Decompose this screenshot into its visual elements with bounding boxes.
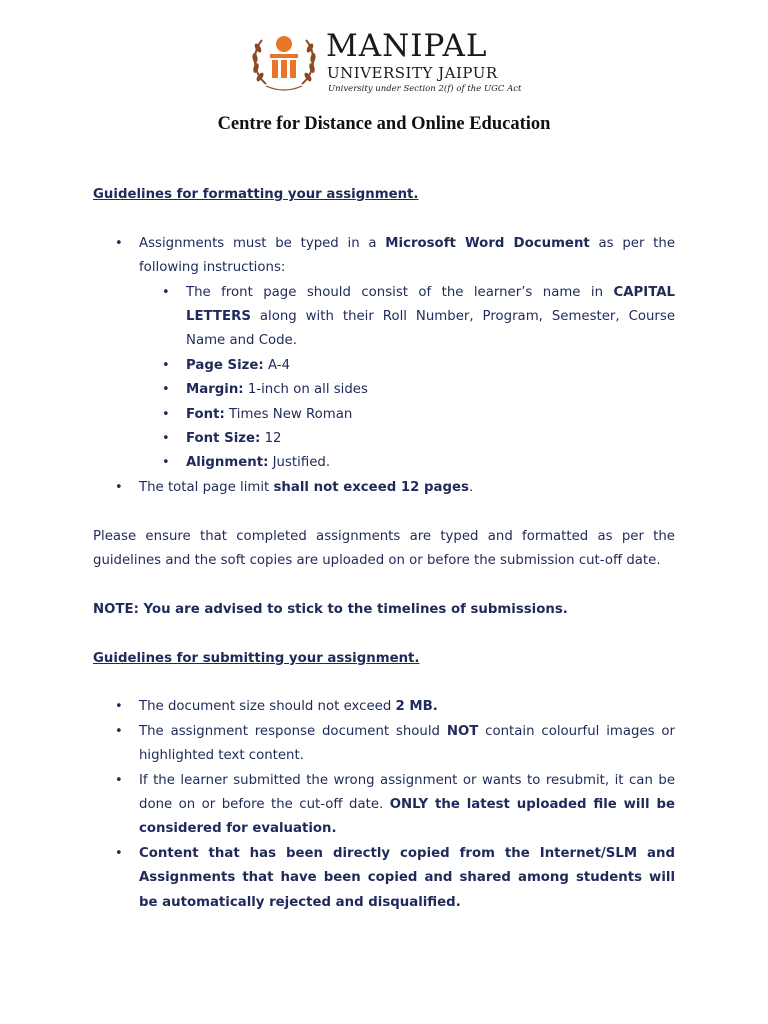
font-value: Times New Roman [224, 406, 353, 422]
list-item [139, 403, 675, 427]
list-item-emphasis: NOT [446, 723, 479, 739]
submitting-heading: Guidelines for submitting your assignment. [93, 650, 420, 666]
list-item-text: as per the following instructions: [139, 235, 675, 276]
list-item [139, 354, 675, 378]
list-item [93, 695, 675, 719]
list-item-text: The assignment response document should [139, 723, 447, 739]
list-item-text: The front page should consist of the learner’s name in [186, 284, 614, 300]
list-item [139, 281, 675, 354]
list-item-text: . [468, 479, 474, 495]
brand-tagline: University under Section 2(f) of the UGC Act [328, 84, 522, 94]
formatting-sublist [139, 281, 675, 476]
list-item [139, 451, 675, 475]
list-item-emphasis: Content that has been directly copied from the Internet/SLM and Assignments that have been copied and shared among students will be automatically rejected and disqualified. [139, 845, 675, 910]
brand-subtitle: UNIVERSITY JAIPUR [327, 64, 498, 82]
list-item-text: Assignments must be typed in a [139, 235, 386, 251]
list-item-emphasis: CAPITAL LETTERS [186, 284, 675, 325]
brand-name: MANIPAL [326, 28, 488, 64]
list-item-emphasis: ONLY the latest uploaded file will be considered for evaluation. [139, 797, 675, 837]
formatting-heading: Guidelines for formatting your assignment. [93, 187, 419, 202]
alignment-value: Justified. [268, 455, 331, 471]
formatting-list [93, 232, 675, 500]
list-item [93, 476, 675, 500]
list-item-emphasis: Microsoft Word Document [385, 235, 590, 251]
page-size-value: A-4 [263, 357, 291, 373]
list-item-emphasis: shall not exceed 12 pages [273, 479, 469, 495]
page-size-label: Page Size: [186, 357, 264, 373]
list-item [139, 378, 675, 402]
submitting-list [93, 695, 675, 915]
university-seal-icon [248, 28, 320, 96]
list-item [93, 769, 675, 842]
list-item-text: contain colourful images or highlighted text content. [139, 723, 675, 764]
alignment-label: Alignment: [186, 455, 269, 471]
page-title: Centre for Distance and Online Education [217, 114, 551, 134]
margin-label: Margin: [186, 382, 244, 398]
list-item [93, 232, 675, 476]
list-item-text: If the learner submitted the wrong assignment or wants to resubmit, it can be done on or before the cut-off date. [139, 772, 675, 813]
font-size-value: 12 [260, 431, 282, 447]
list-item-text: The document size should not exceed [139, 699, 396, 715]
list-item [139, 427, 675, 451]
list-item [93, 842, 675, 915]
list-item-text: along with their Roll Number, Program, Semester, Course Name and Code. [186, 309, 675, 349]
university-header [248, 28, 548, 98]
list-item [93, 720, 675, 769]
instruction-paragraph: Please ensure that completed assignments are typed and formatted as per the guidelines and the soft copies are uploaded on or before the submission cut-off date. [93, 528, 675, 569]
document-body [93, 183, 675, 915]
note-text: NOTE: You are advised to stick to the timelines of submissions. [93, 601, 568, 617]
list-item-text: The total page limit [139, 479, 274, 495]
list-item-emphasis: 2 MB. [395, 699, 438, 715]
font-size-label: Font Size: [186, 431, 261, 447]
margin-value: 1-inch on all sides [243, 382, 368, 398]
font-label: Font: [186, 406, 225, 422]
